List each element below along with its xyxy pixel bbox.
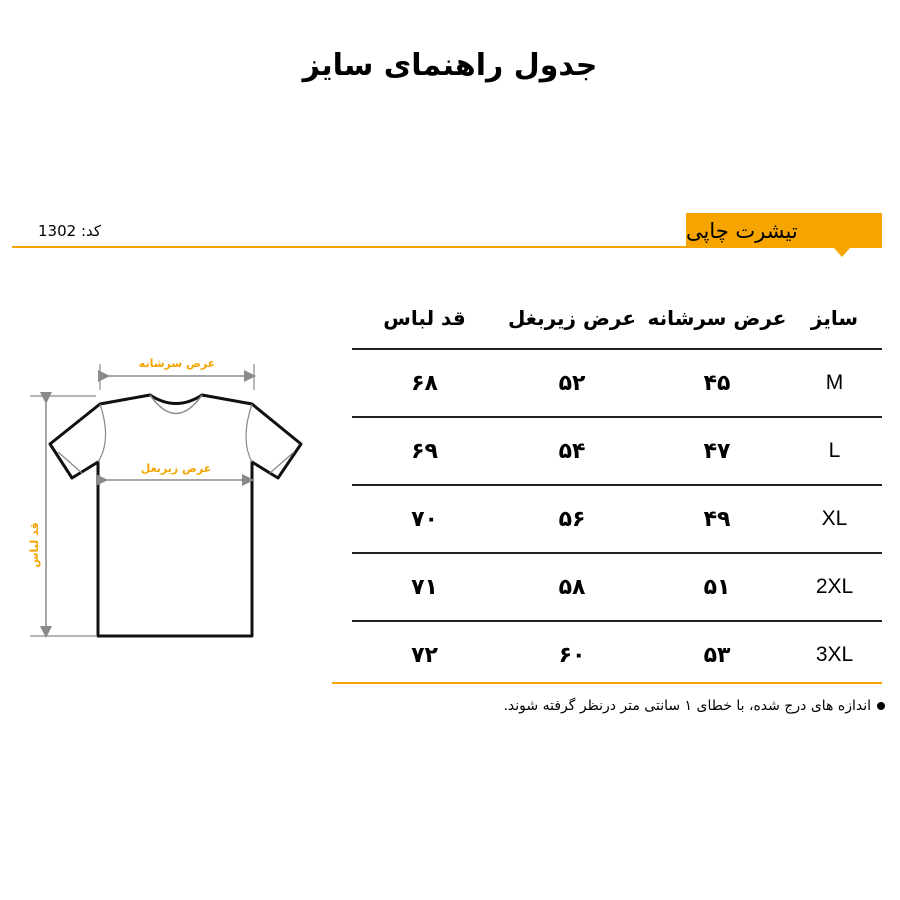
tshirt-body-shape — [50, 395, 301, 636]
cell-size: 2XL — [815, 575, 854, 598]
cell-shoulder: ۵۱ — [703, 574, 731, 600]
cell-chest: ۵۲ — [558, 370, 586, 396]
cell-shoulder: ۵۳ — [703, 642, 731, 668]
length-label: قد لباس — [28, 522, 41, 568]
cell-size: L — [828, 439, 841, 462]
cell-length: ۷۲ — [411, 642, 438, 668]
header-size: سایز — [810, 306, 859, 330]
cell-shoulder: ۴۵ — [703, 370, 731, 396]
cell-length: ۶۸ — [411, 370, 438, 396]
measurement-note — [470, 698, 885, 714]
cell-chest: ۵۸ — [558, 574, 586, 600]
cell-shoulder: ۴۷ — [703, 438, 731, 464]
table-row — [352, 554, 882, 622]
note-text: اندازه های درج شده، با خطای ۱ سانتی متر درنظر گرفته شوند. — [503, 698, 871, 714]
cell-size: 3XL — [815, 643, 854, 666]
product-name-tab — [686, 213, 882, 248]
table-row — [352, 622, 882, 688]
cell-chest: ۵۶ — [558, 506, 586, 532]
cell-size: XL — [821, 507, 848, 530]
tshirt-left-seam — [98, 404, 106, 462]
header-shoulder: عرض سرشانه — [647, 306, 787, 330]
cell-size: M — [825, 371, 844, 394]
table-bottom-divider — [332, 682, 882, 684]
cell-shoulder: ۴۹ — [703, 506, 731, 532]
tshirt-outline-icon — [0, 340, 340, 660]
size-table — [352, 288, 882, 688]
cell-length: ۶۹ — [411, 438, 438, 464]
bullet-dot-icon — [877, 702, 885, 710]
product-name: تیشرت چاپی — [686, 218, 798, 243]
cell-length: ۷۱ — [411, 574, 438, 600]
table-row — [352, 350, 882, 418]
tshirt-right-seam — [246, 404, 252, 462]
table-header-row — [352, 288, 882, 350]
header-length: قد لباس — [383, 306, 466, 330]
chest-label: عرض زیربغل — [140, 462, 212, 475]
page-title: جدول راهنمای سایز — [302, 48, 598, 83]
cell-length: ۷۰ — [411, 506, 438, 532]
shoulder-label: عرض سرشانه — [138, 357, 216, 370]
tab-notch — [834, 248, 850, 257]
table-row — [352, 486, 882, 554]
header-chest: عرض زیربغل — [507, 306, 637, 330]
table-row — [352, 418, 882, 486]
product-code: کد: 1302 — [38, 222, 102, 240]
cell-chest: ۵۴ — [558, 438, 586, 464]
cell-chest: ۶۰ — [558, 642, 586, 668]
